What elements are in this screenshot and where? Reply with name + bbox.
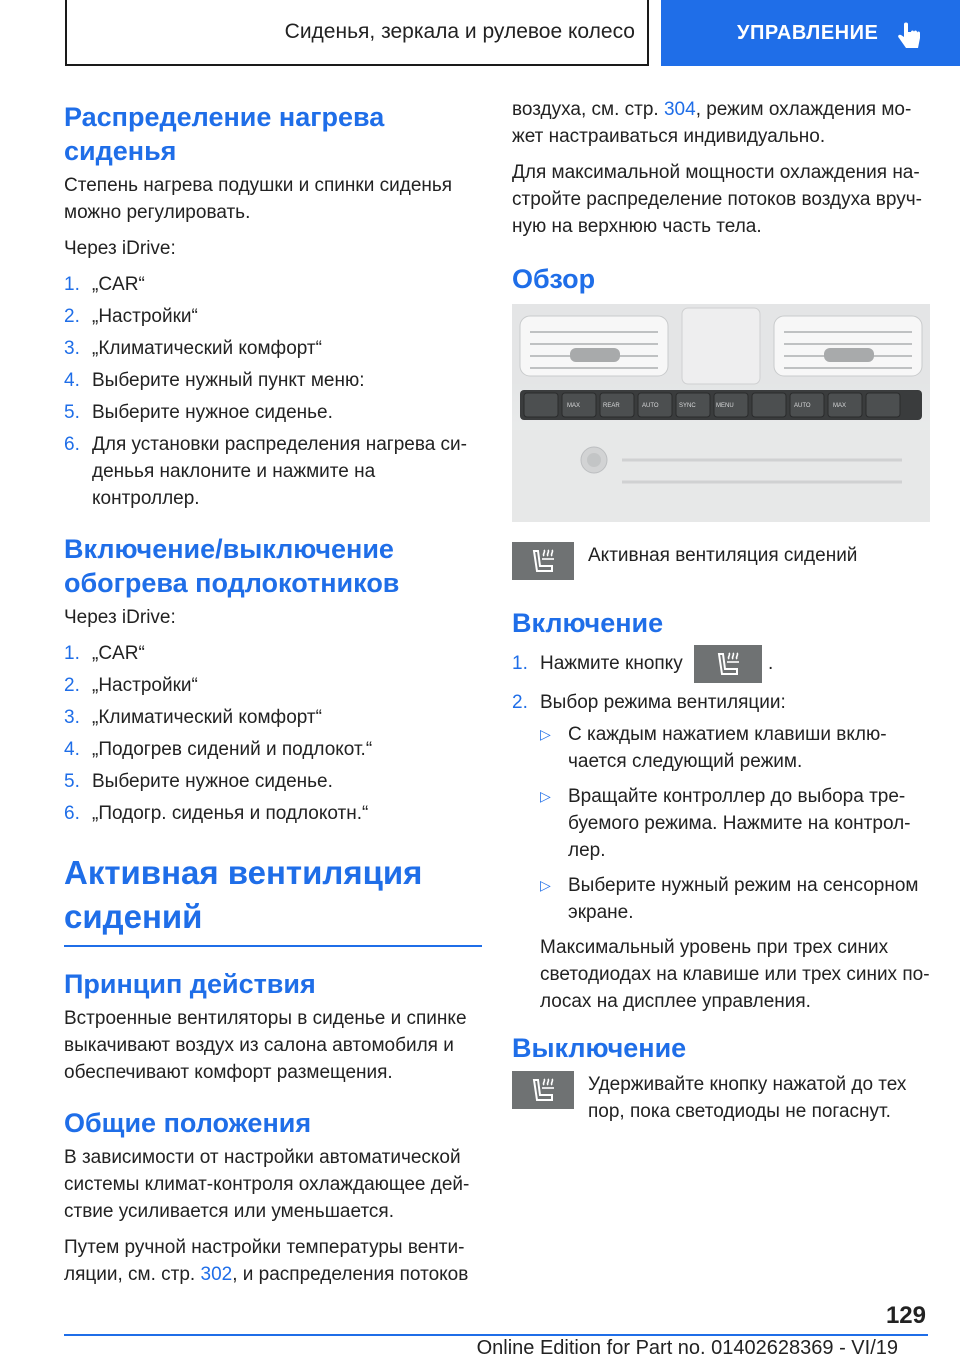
via-idrive-label: Через iDrive:: [64, 238, 176, 259]
heading-switch-on: Включение: [512, 608, 664, 638]
list-item: ▷ Выберите нужный режим на сенсорном экране.: [540, 875, 919, 923]
paragraph-max-cooling: Для максимальной мощности охлаждения на-стройте распределение потоков воздуха вруч-ную на верхнюю часть тела.: [512, 162, 922, 237]
heading-active-ventilation: Активная вентиляция сидений: [64, 851, 482, 947]
paragraph-continuation: воздуха, см. стр. 304, режим охлаждения мо-жет настраиваться индивидуально.: [512, 99, 912, 147]
climate-panel-photo: [512, 304, 930, 522]
page-link-302[interactable]: 302: [200, 1264, 233, 1285]
svg-text:MENU: MENU: [716, 403, 734, 409]
list-item: 6. „Подогр. сиденья и подлокотн.“: [64, 803, 369, 824]
list-item: 2. „Настройки“: [64, 306, 198, 327]
paragraph-general-2: Путем ручной настройки температуры венти-ляции, см. стр. 302, и распределения потоков: [64, 1237, 469, 1285]
steps-list-heat: [64, 271, 482, 512]
list-item: 2. Выбор режима вентиляции: ▷ С каждым нажатием клавиши вклю-чается следующий режим. ▷ Вращайте контроллер до выбора тре-буемого режима. Нажмите на контрол-лер. ▷ Выберите нужный режим на сенсорном экране. Максимальный уровень при трех синих светодиодах на клавише или трех синих по-лосах на дисплее управления.: [512, 689, 930, 1015]
heading-armrest-heating: Включение/выключение обогрева подлокотников: [64, 534, 400, 598]
list-item: 6. Для установки распределения нагрева си-деньья наклоните и нажмите на контроллер.: [64, 434, 467, 509]
caption-text: Активная вентиляция сидений: [588, 545, 858, 566]
chapter-title-text: УПРАВЛЕНИЕ: [737, 21, 879, 44]
seat-ventilation-icon: [512, 542, 574, 580]
list-item: 1. „CAR“: [64, 643, 145, 664]
list-item: ▷ С каждым нажатием клавиши вклю-чается следующий режим.: [540, 724, 887, 772]
switch-off-block: [512, 1071, 930, 1125]
figure-caption: [512, 542, 930, 580]
header-chapter-tab[interactable]: [661, 0, 960, 66]
page-number: 129: [885, 1302, 926, 1329]
svg-text:AUTO: AUTO: [642, 403, 659, 409]
climate-panel-illustration: [512, 304, 930, 522]
seat-ventilation-button-icon[interactable]: [694, 645, 762, 683]
svg-text:MAX: MAX: [833, 403, 847, 409]
paragraph-max-level: Максимальный уровень при трех синих светодиодах на клавише или трех синих по-лосах на дисплее управления.: [540, 937, 930, 1012]
list-item: 5. Выберите нужное сиденье.: [64, 771, 333, 792]
list-item: 5. Выберите нужное сиденье.: [64, 402, 333, 423]
svg-text:SYNC: SYNC: [679, 403, 696, 409]
section-title-text: Сиденья, зеркала и рулевое колесо: [284, 20, 635, 43]
list-item: 3. „Климатический комфорт“: [64, 338, 322, 359]
paragraph-general-1: В зависимости от настройки автоматической системы климат-контроля охлаждающее дей-ствие усиливается или уменьшается.: [64, 1147, 470, 1222]
svg-text:AUTO: AUTO: [794, 403, 811, 409]
via-idrive-label: Через iDrive:: [64, 607, 176, 628]
list-item: ▷ Вращайте контроллер до выбора тре-буемого режима. Нажмите на контрол-лер.: [540, 786, 911, 861]
heading-principle: Принцип действия: [64, 969, 316, 999]
list-item: 4. Выберите нужный пункт меню:: [64, 370, 365, 391]
paragraph-switch-off: Удерживайте кнопку нажатой до тех пор, пока светодиоды не погаснут.: [588, 1074, 907, 1122]
paragraph-principle: Встроенные вентиляторы в сиденье и спинке выкачивают воздух из салона автомобиля и обеспечивают комфорт размещения.: [64, 1008, 467, 1083]
page-link-304[interactable]: 304: [663, 99, 696, 120]
svg-text:REAR: REAR: [603, 403, 620, 409]
seat-ventilation-icon: [512, 1071, 574, 1109]
list-item: 2. „Настройки“: [64, 675, 198, 696]
svg-text:MAX: MAX: [567, 403, 581, 409]
heading-general: Общие положения: [64, 1108, 312, 1138]
steps-list-on: [512, 644, 930, 1015]
list-item: 1. „CAR“: [64, 274, 145, 295]
header-section-title: [65, 0, 649, 66]
list-item: 4. „Подогрев сидений и подлокот.“: [64, 739, 373, 760]
list-item: 3. „Климатический комфорт“: [64, 707, 322, 728]
heading-overview: Обзор: [512, 264, 596, 294]
heading-heat-distribution: Распределение нагрева сиденья: [64, 102, 385, 166]
steps-list-armrest: [64, 640, 482, 827]
left-column: [64, 100, 482, 1297]
hand-pointer-icon: [896, 22, 922, 50]
mode-options-list: [540, 721, 930, 926]
right-column: [512, 96, 930, 1125]
footer-edition: Online Edition for Part no. 01402628369 - VI/19: [476, 1337, 898, 1359]
paragraph-heat-distribution: Степень нагрева подушки и спинки сиденья можно регулировать.: [64, 175, 453, 223]
list-item: 1. Нажмите кнопку .: [512, 644, 930, 684]
heading-switch-off: Выключение: [512, 1033, 687, 1063]
